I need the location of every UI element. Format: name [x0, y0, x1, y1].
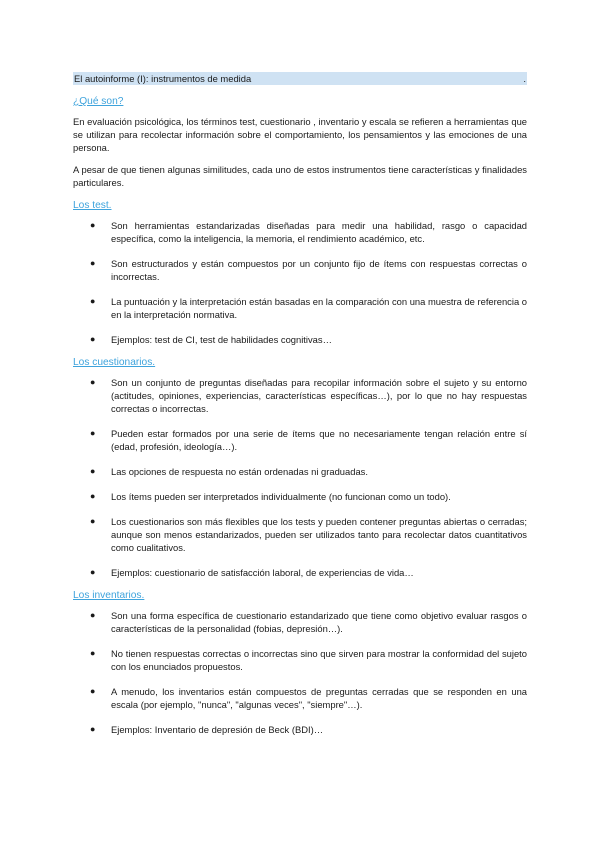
section-heading-que-son: ¿Qué son?	[73, 96, 124, 107]
list-item	[73, 219, 527, 245]
bullet-icon: ●	[90, 724, 96, 734]
list-item-text: Son una forma específica de cuestionario estandarizado que tiene como objetivo evaluar rasgos o características de la personalidad (fobias, depresión…).	[111, 610, 527, 634]
list-item	[73, 376, 527, 415]
list-item	[73, 515, 527, 554]
list-item	[73, 427, 527, 453]
list-item	[73, 465, 527, 478]
list-item	[73, 609, 527, 635]
list-item-text: Ejemplos: cuestionario de satisfacción laboral, de experiencias de vida…	[111, 567, 414, 578]
list-item	[73, 647, 527, 673]
list-item	[73, 333, 527, 346]
section-heading-los-cuestionarios: Los cuestionarios.	[73, 357, 156, 368]
list-item-text: A menudo, los inventarios están compuestos de preguntas cerradas que se responden en una escala (por ejemplo, "nunca", "algunas veces", "siempre"…).	[111, 686, 527, 710]
bullet-icon: ●	[90, 334, 96, 344]
document-title-suffix: .	[523, 73, 526, 84]
bullet-icon: ●	[90, 648, 96, 658]
bullet-icon: ●	[90, 428, 96, 438]
list-item-text: Son estructurados y están compuestos por un conjunto fijo de ítems con respuestas correctas o incorrectas.	[111, 258, 527, 282]
list-item	[73, 257, 527, 283]
bullet-list-test	[73, 219, 527, 346]
section-heading-los-inventarios: Los inventarios.	[73, 590, 145, 601]
document-title	[73, 72, 527, 85]
list-item-text: Ejemplos: test de CI, test de habilidades cognitivas…	[111, 334, 332, 345]
document-title-text: El autoinforme (I): instrumentos de medida	[74, 73, 252, 84]
list-item-text: No tienen respuestas correctas o incorrectas sino que sirven para mostrar la conformidad del sujeto con los enunciados propuestos.	[111, 648, 527, 672]
list-item	[73, 685, 527, 711]
list-item-text: Las opciones de respuesta no están ordenadas ni graduadas.	[111, 466, 368, 477]
list-item	[73, 723, 527, 736]
list-item	[73, 490, 527, 503]
list-item	[73, 295, 527, 321]
bullet-icon: ●	[90, 258, 96, 268]
list-item-text: Pueden estar formados por una serie de ítems que no necesariamente tengan relación entre sí (edad, profesión, ideología…).	[111, 428, 527, 452]
bullet-icon: ●	[90, 567, 96, 577]
paragraph: A pesar de que tienen algunas similitudes, cada uno de estos instrumentos tiene características y finalidades particulares.	[73, 164, 527, 188]
bullet-icon: ●	[90, 377, 96, 387]
bullet-icon: ●	[90, 466, 96, 476]
list-item-text: Ejemplos: Inventario de depresión de Beck (BDI)…	[111, 724, 324, 735]
list-item-text: La puntuación y la interpretación están basadas en la comparación con una muestra de referencia o en la interpretación normativa.	[111, 296, 527, 320]
bullet-icon: ●	[90, 296, 96, 306]
list-item-text: Los ítems pueden ser interpretados individualmente (no funcionan como un todo).	[111, 491, 451, 502]
bullet-list-cuestionarios	[73, 376, 527, 579]
bullet-icon: ●	[90, 491, 96, 501]
list-item-text: Los cuestionarios son más flexibles que los tests y pueden contener preguntas abiertas o cerradas; aunque son menos estandarizados, pueden ser utilizados tanto para recolectar datos cuantitativos como cualitativos.	[111, 516, 527, 553]
list-item-text: Son herramientas estandarizadas diseñadas para medir una habilidad, rasgo o capacidad específica, como la inteligencia, la memoria, el rendimiento académico, etc.	[111, 220, 527, 244]
list-item	[73, 566, 527, 579]
bullet-icon: ●	[90, 516, 96, 526]
bullet-icon: ●	[90, 686, 96, 696]
list-item-text: Son un conjunto de preguntas diseñadas para recopilar información sobre el sujeto y su entorno (actitudes, opiniones, experiencias, características específicas…), por lo que no hay respuestas correctas o incorrectas.	[111, 377, 527, 414]
document-content	[73, 72, 527, 744]
bullet-icon: ●	[90, 610, 96, 620]
paragraph: En evaluación psicológica, los términos test, cuestionario , inventario y escala se refieren a herramientas que se utilizan para recolectar información sobre el comportamiento, los pensamientos y las emociones de una persona.	[73, 116, 527, 153]
bullet-icon: ●	[90, 220, 96, 230]
section-heading-los-test: Los test.	[73, 200, 112, 211]
bullet-list-inventarios	[73, 609, 527, 736]
